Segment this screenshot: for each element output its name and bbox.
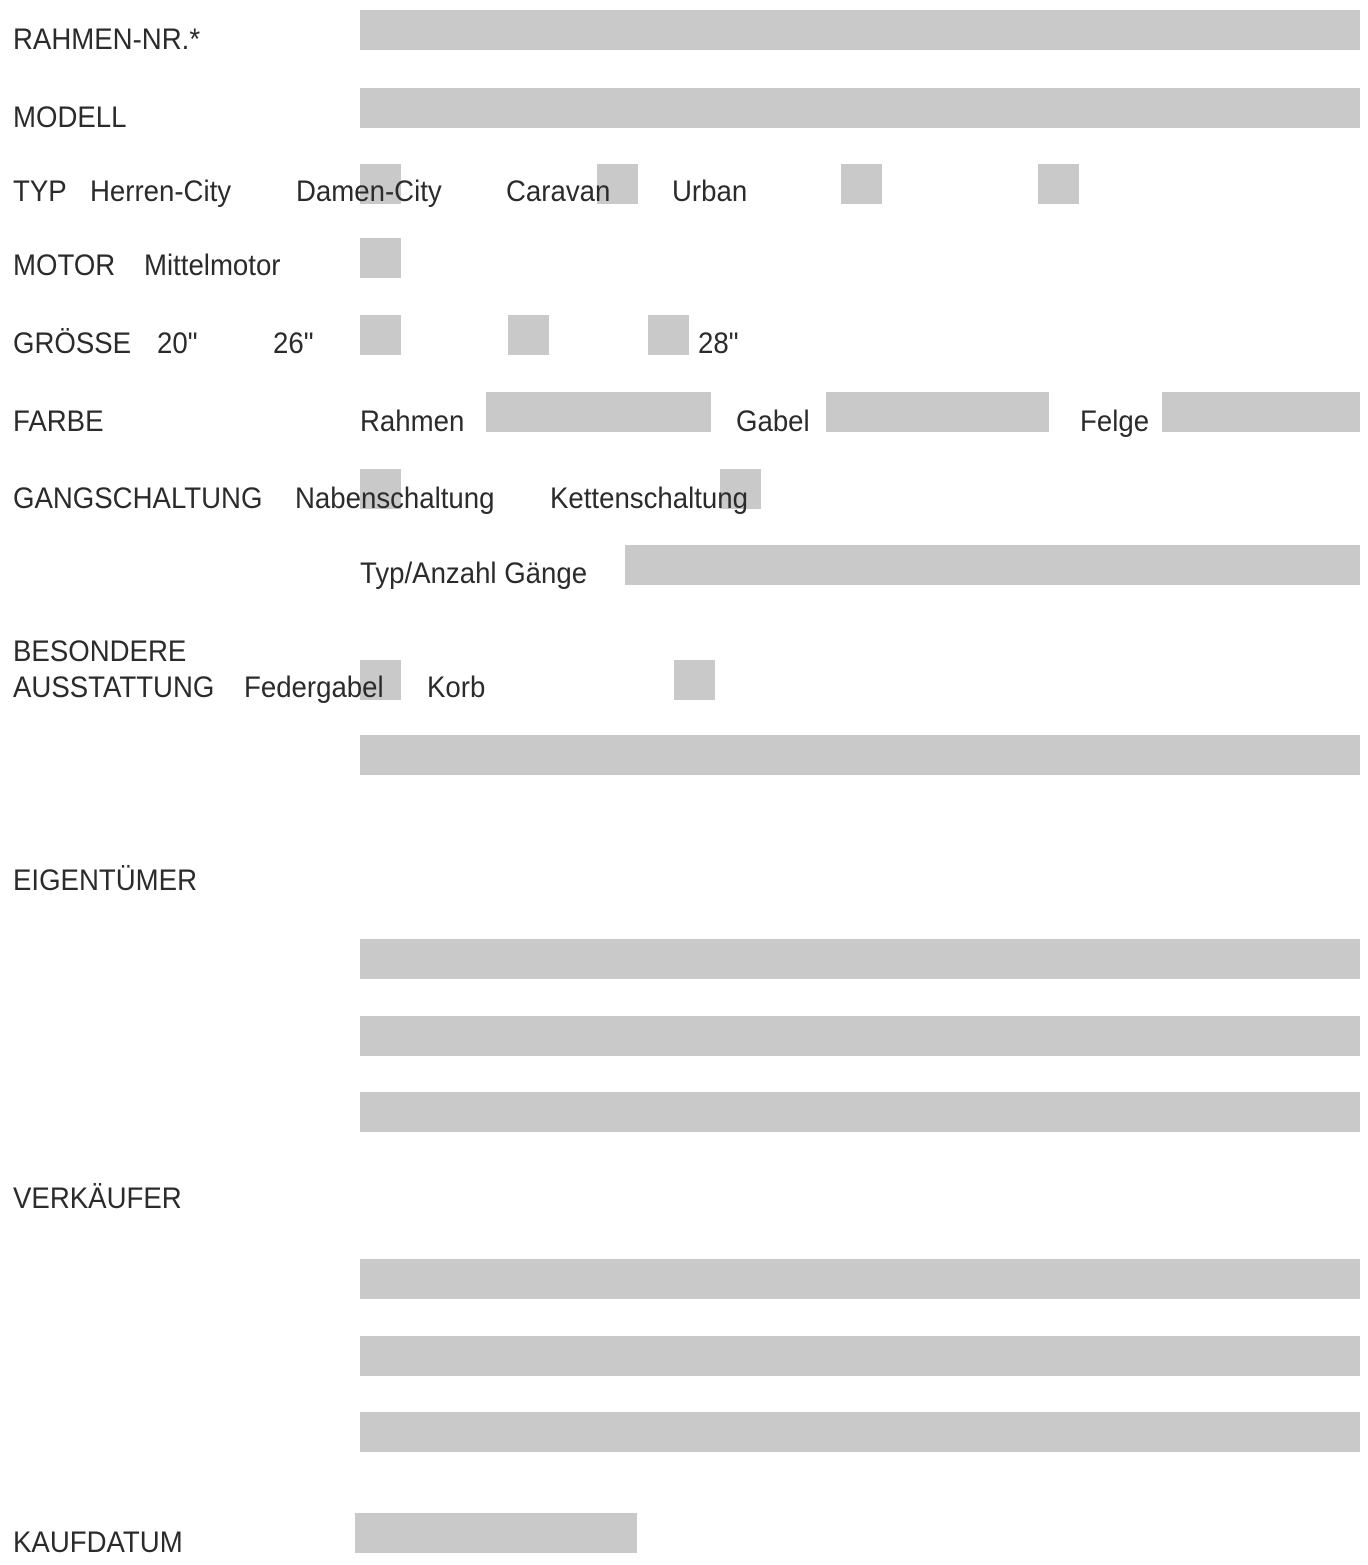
- seller-label: VERKÄUFER: [13, 1182, 182, 1215]
- equipment-label-line2: AUSSTATTUNG: [13, 671, 215, 704]
- owner-field-line3[interactable]: [360, 1092, 1360, 1132]
- seller-field-line3[interactable]: [360, 1412, 1360, 1452]
- purchase-date-label: KAUFDATUM: [13, 1526, 183, 1559]
- size-option-label: 20": [157, 327, 198, 360]
- color-rim-field[interactable]: [1162, 392, 1360, 432]
- motor-option-label: Mittelmotor: [144, 249, 281, 282]
- type-option-label: Caravan: [506, 175, 611, 208]
- type-option-label: Herren-City: [90, 175, 232, 208]
- equipment-label-line1: BESONDERE: [13, 635, 187, 668]
- motor-checkbox-mittelmotor[interactable]: [360, 238, 401, 278]
- equipment-other-field[interactable]: [360, 735, 1360, 775]
- gears-type-count-field[interactable]: [625, 545, 1360, 585]
- type-checkbox-urban[interactable]: [1038, 164, 1079, 204]
- size-checkbox-28[interactable]: [648, 315, 689, 355]
- equipment-checkbox-korb[interactable]: [674, 660, 715, 700]
- seller-field-line2[interactable]: [360, 1336, 1360, 1376]
- frame-number-label: RAHMEN-NR.*: [13, 23, 201, 56]
- color-frame-field[interactable]: [486, 392, 711, 432]
- gears-option-label: Kettenschaltung: [550, 482, 748, 515]
- size-checkbox-26[interactable]: [508, 315, 549, 355]
- size-option-label: 28": [698, 327, 739, 360]
- owner-label: EIGENTÜMER: [13, 864, 198, 897]
- frame-number-field[interactable]: [360, 10, 1360, 50]
- color-rim-label: Felge: [1080, 405, 1150, 438]
- color-frame-label: Rahmen: [360, 405, 465, 438]
- type-option-label: Urban: [672, 175, 748, 208]
- gears-label: GANGSCHALTUNG: [13, 482, 263, 515]
- owner-field-line1[interactable]: [360, 939, 1360, 979]
- seller-field-line1[interactable]: [360, 1259, 1360, 1299]
- type-option-label: Damen-City: [296, 175, 442, 208]
- color-fork-field[interactable]: [826, 392, 1049, 432]
- gears-type-count-label: Typ/Anzahl Gänge: [360, 557, 588, 590]
- gears-option-label: Nabenschaltung: [295, 482, 495, 515]
- owner-field-line2[interactable]: [360, 1016, 1360, 1056]
- type-label: TYP: [13, 175, 67, 208]
- motor-label: MOTOR: [13, 249, 116, 282]
- color-label: FARBE: [13, 405, 104, 438]
- model-label: MODELL: [13, 101, 127, 134]
- equipment-option-label: Federgabel: [244, 671, 384, 704]
- type-checkbox-caravan[interactable]: [841, 164, 882, 204]
- model-field[interactable]: [360, 88, 1360, 128]
- size-checkbox-20[interactable]: [360, 315, 401, 355]
- size-label: GRÖSSE: [13, 327, 132, 360]
- size-option-label: 26": [273, 327, 314, 360]
- color-fork-label: Gabel: [736, 405, 810, 438]
- equipment-option-label: Korb: [427, 671, 486, 704]
- purchase-date-field[interactable]: [355, 1513, 637, 1553]
